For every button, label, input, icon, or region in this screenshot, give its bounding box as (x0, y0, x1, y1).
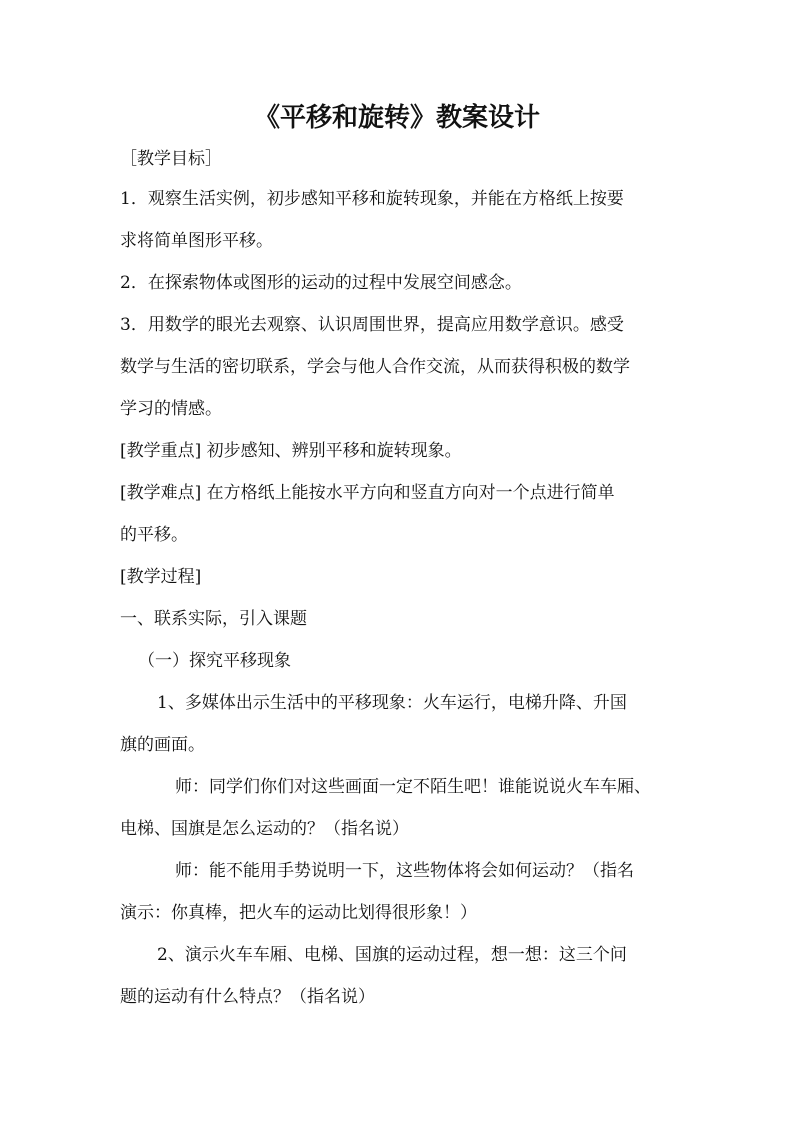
step-2-line-2: 题的运动有什么特点？（指名说） (120, 987, 375, 1007)
goal-1-line-2: 求将简单图形平移。 (120, 231, 273, 251)
heading-teaching-goals: ［教学目标］ (120, 149, 222, 169)
heading-teaching-process: [教学过程] (120, 567, 202, 587)
goal-3-line-3: 学习的情感。 (120, 399, 222, 419)
teacher-remark-1-line-2: 电梯、国旗是怎么运动的？（指名说） (120, 819, 409, 839)
goal-3-line-2: 数学与生活的密切联系，学会与他人合作交流，从而获得积极的数学 (120, 357, 630, 377)
step-1-line-1: 1、多媒体出示生活中的平移现象：火车运行，电梯升降、升国 (157, 693, 627, 713)
teacher-remark-1-line-1: 师：同学们你们对这些画面一定不陌生吧！谁能说说火车车厢、 (175, 777, 651, 797)
goal-1-line-1: 1．观察生活实例，初步感知平移和旋转现象，并能在方格纸上按要 (120, 189, 624, 209)
subsection-translation: （一）探究平移现象 (138, 651, 291, 671)
teacher-remark-2-line-2: 演示：你真棒，把火车的运动比划得很形象！） (120, 903, 477, 923)
goal-2: 2．在探索物体或图形的运动的过程中发展空间感念。 (120, 273, 522, 293)
key-points: [教学重点] 初步感知、辨别平移和旋转现象。 (120, 441, 462, 461)
step-1-line-2: 旗的画面。 (120, 735, 205, 755)
goal-3-line-1: 3．用数学的眼光去观察、认识周围世界，提高应用数学意识。感受 (120, 315, 624, 335)
teacher-remark-2-line-1: 师：能不能用手势说明一下，这些物体将会如何运动？（指名 (175, 861, 634, 881)
document-title: 《平移和旋转》教案设计 (253, 103, 540, 133)
step-2-line-1: 2、演示火车车厢、电梯、国旗的运动过程，想一想：这三个问 (157, 945, 627, 965)
difficult-points-line-2: 的平移。 (120, 525, 188, 545)
section-1-heading: 一、联系实际，引入课题 (120, 609, 307, 629)
difficult-points-line-1: [教学难点] 在方格纸上能按水平方向和竖直方向对一个点进行简单 (120, 483, 615, 503)
